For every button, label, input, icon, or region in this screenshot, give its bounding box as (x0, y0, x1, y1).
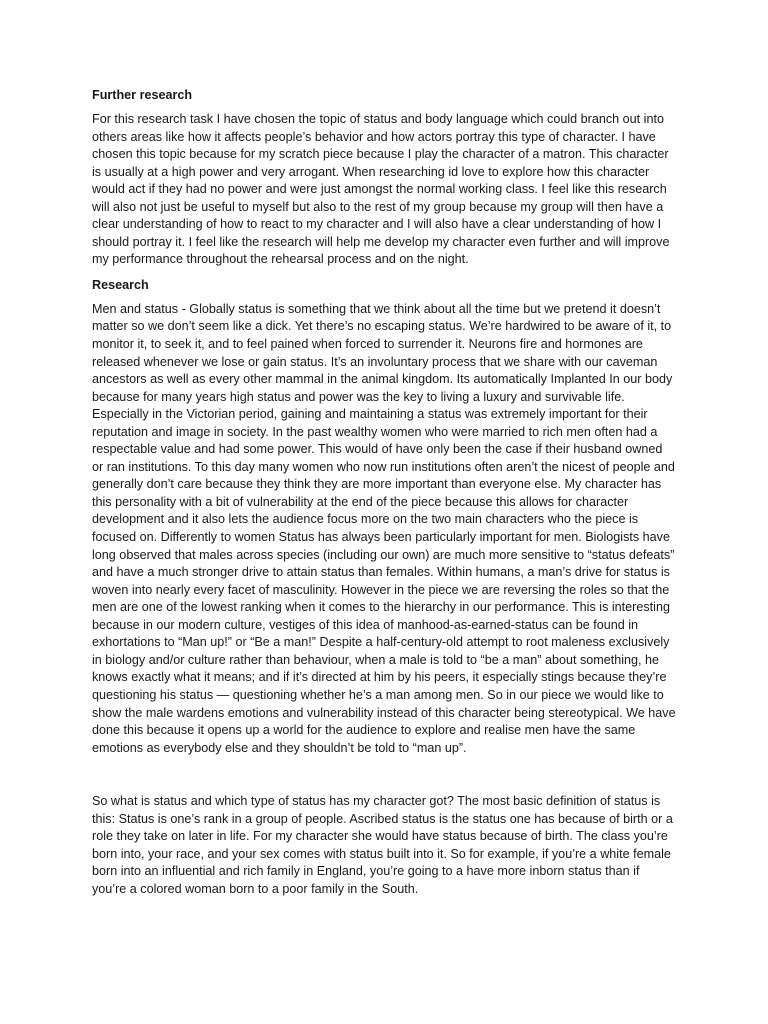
section-heading-research: Research (92, 277, 149, 292)
document-page (92, 86, 676, 905)
status-definition-paragraph: So what is status and which type of status has my character got? The most basic definition of status is this: Status is one’s rank in a group of people. Ascribed status is the status one has because of birth or a role they take on later in life. For my character she would have status because of birth. The class you’re born into, your race, and your sex comes with status built into it. So for example, if you’re a white female born into an influential and rich family in England, you’re going to a have more inborn status than if you’re a colored woman born to a poor family in the South. (92, 794, 673, 896)
further-research-paragraph: For this research task I have chosen the topic of status and body language which could branch out into others areas like how it affects people’s behavior and how actors portray this type of character. I have chosen this topic because for my scratch piece because I play the character of a matron. This character is usually at a high power and very arrogant. When researching id love to explore how this character would act if they had no power and were just amongst the normal working class. I feel like this research will also not just be useful to myself but also to the rest of my group because my group will then have a clear understanding of how to react to my character and I will also have a clear understanding of how I should portray it. I feel like the research will help me develop my character even further and will improve my performance throughout the rehearsal process and on the night. (92, 112, 670, 267)
research-paragraph: Men and status - Globally status is something that we think about all the time but we pretend it doesn’t matter so we don’t seem like a dick. Yet there’s no escaping status. We’re hardwired to be aware of it, to monitor it, to seek it, and to feel pained when forced to surrender it. Neurons fire and hormones are released whenever we lose or gain status. It’s an involuntary process that we share with our caveman ancestors as well as every other mammal in the animal kingdom. Its automatically Implanted In our body because for many years high status and power was the key to living a luxury and survivable life. Especially in the Victorian period, gaining and maintaining a status was extremely important for their reputation and image in society. In the past wealthy women who were married to rich men often had a respectable value and had some power. This would of have only been the case if their husband owned or ran institutions. To this day many women who now run institutions often aren’t the nicest of people and generally don’t care because they think they are more important than everyone else. My character has this personality with a bit of vulnerability at the end of the piece because this allows for character development and it also lets the audience focus more on the two main characters who the piece is focused on. Differently to women Status has always been particularly important for men. Biologists have long observed that males across species (including our own) are much more sensitive to “status defeats” and have a much stronger drive to attain status than females. Within humans, a man’s drive for status is woven into nearly every facet of masculinity. However in the piece we are reversing the roles so that the men are one of the lowest ranking when it comes to the hierarchy in our performance. This is interesting because in our modern culture, vestiges of this idea of manhood-as-earned-status can be found in exhortations to “Man up!” or “Be a man!” Despite a half-century-old attempt to root maleness exclusively in biology and/or culture rather than behaviour, when a male is told to “be a man” about something, he knows exactly what it means; and if it’s directed at him by his peers, it especially stings because they’re questioning his status — questioning whether he’s a man among men. So in our piece we would like to show the male wardens emotions and vulnerability instead of this character being stereotypical. We have done this because it opens up a world for the audience to explore and realise men have the same emotions as everybody else and they shouldn’t be told to “man up”. (92, 301, 676, 755)
section-heading-further-research: Further research (92, 88, 193, 102)
